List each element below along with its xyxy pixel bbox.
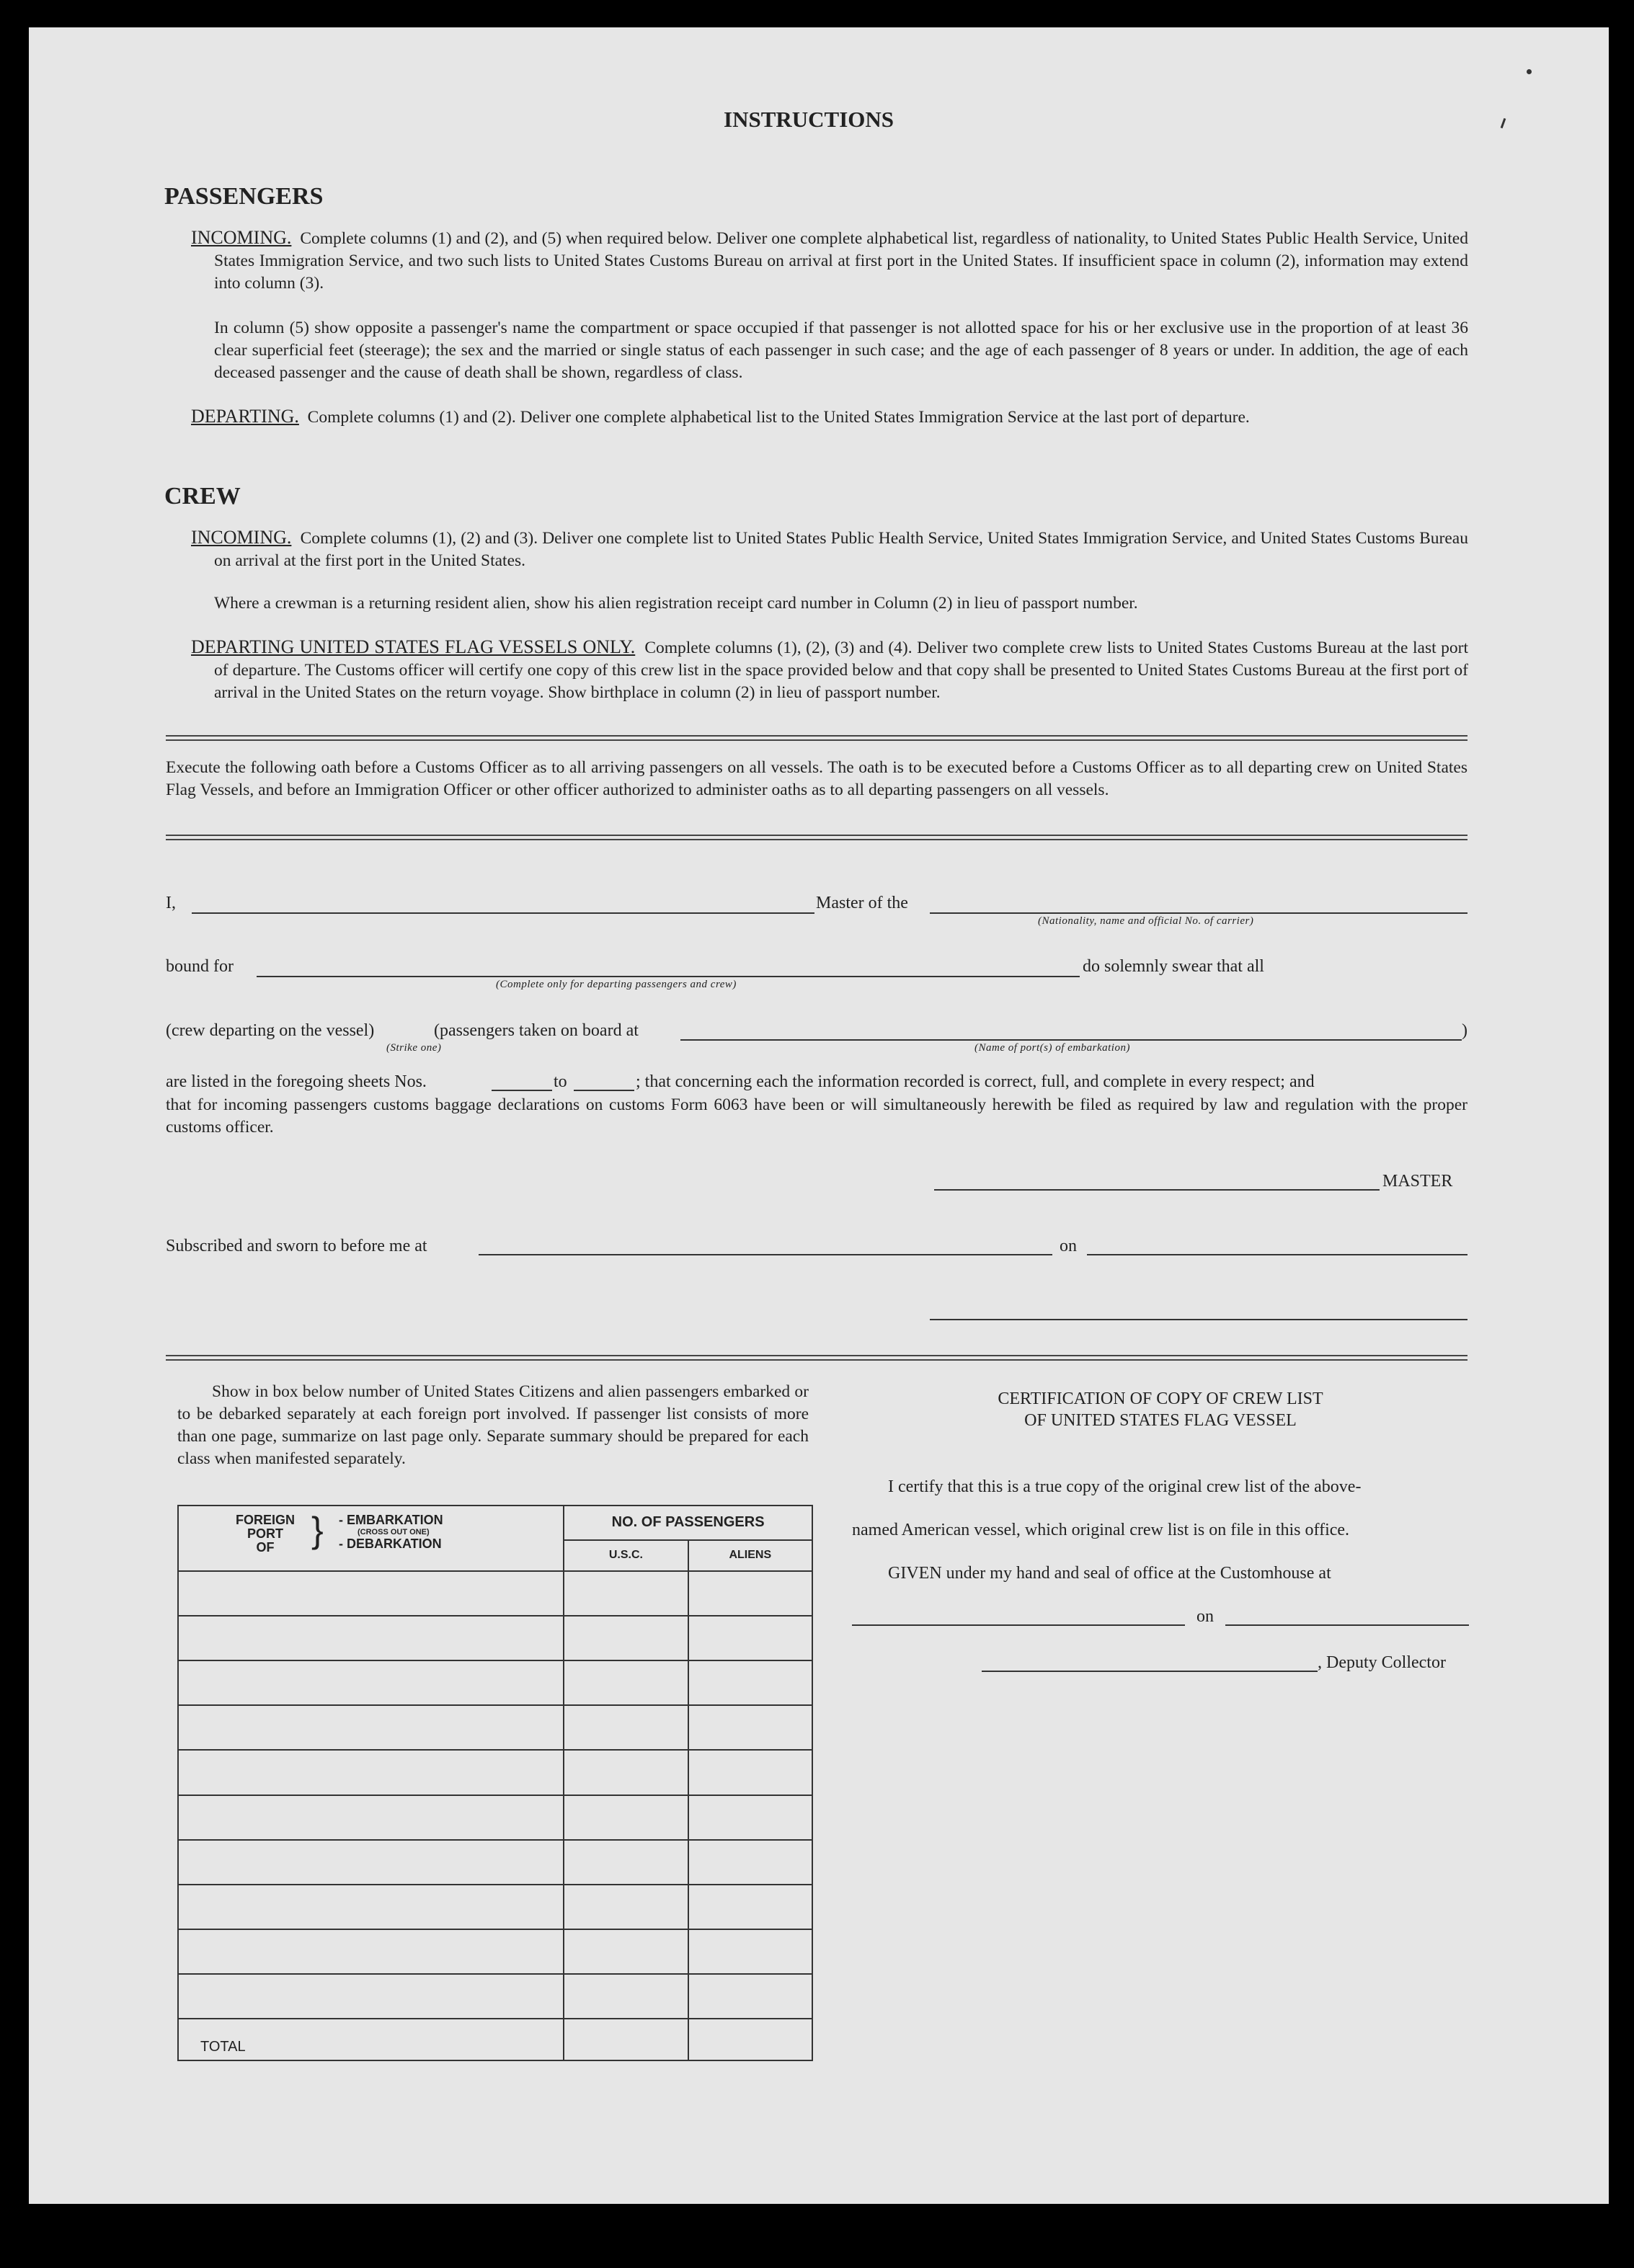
table-cell[interactable]: [564, 1660, 688, 1705]
table-cell[interactable]: [178, 1929, 564, 1974]
passengers-departing-text: Complete columns (1) and (2). Deliver one complete alphabetical list to the United States Immigration Service at the last port of departure.: [307, 408, 1250, 427]
divider: [166, 1355, 1468, 1361]
table-cell[interactable]: [688, 1929, 812, 1974]
passengers-column5-text: In column (5) show opposite a passenger's name the compartment or space occupied if that passenger is not allotted space for his or her exclusive use in the proportion of at least 36 clear superficial feet (steerage); the sex and the married or single status of each passenger in such case; and the age of each passenger of 8 years or under. In addition, the age of each deceased passenger and the cause of death shall be shown, regardless of class.: [214, 319, 1468, 382]
table-cell[interactable]: [688, 1705, 812, 1750]
table-cell[interactable]: [688, 1660, 812, 1705]
listed-text-2: that for incoming passengers customs baggage declarations on customs Form 6063 have been or will simultaneously herewith be filed as required by law and regulation with the proper customs officer.: [166, 1095, 1468, 1137]
customhouse-field[interactable]: [852, 1624, 1185, 1626]
passengers-departing-paragraph: [191, 405, 1468, 429]
embarkation-label: - EMBARKATION: [339, 1513, 443, 1527]
listed-text: ; that concerning each the information recorded is correct, full, and complete in every respect; and: [636, 1072, 1315, 1091]
brace-icon: }: [311, 1510, 324, 1550]
debarkation-label: - DEBARKATION: [339, 1537, 442, 1551]
table-cell[interactable]: [564, 1705, 688, 1750]
of-label: OF: [256, 1540, 275, 1555]
master-name-field[interactable]: [192, 912, 814, 914]
deputy-collector-label: , Deputy Collector: [1318, 1653, 1446, 1672]
ports-hint: (Name of port(s) of embarkation): [974, 1042, 1130, 1054]
officer-signature-field[interactable]: [930, 1319, 1468, 1320]
table-cell[interactable]: [178, 1974, 564, 2019]
passengers-taken-label: (passengers taken on board at: [434, 1021, 639, 1040]
sheet-from-field[interactable]: [492, 1090, 552, 1091]
passengers-incoming-paragraph: [191, 226, 1468, 295]
bound-for-field[interactable]: [257, 976, 1080, 977]
deputy-signature-field[interactable]: [982, 1671, 1318, 1672]
master-of-label: Master of the: [816, 894, 908, 912]
crew-resident-paragraph: [214, 592, 1468, 615]
master-label: MASTER: [1382, 1172, 1453, 1191]
table-cell[interactable]: [688, 1840, 812, 1885]
crew-departing-label: (crew departing on the vessel): [166, 1021, 375, 1040]
certification-on-label: on: [1196, 1607, 1214, 1626]
vessel-name-field[interactable]: [930, 912, 1468, 914]
strike-one-hint: (Strike one): [386, 1042, 442, 1054]
bound-for-label: bound for: [166, 957, 234, 976]
certification-text-1: I certify that this is a true copy of the original crew list of the above-: [888, 1477, 1362, 1496]
table-cell[interactable]: [688, 1571, 812, 1616]
table-cell[interactable]: [178, 1616, 564, 1660]
crew-heading: CREW: [164, 483, 241, 510]
scan-mark: [1527, 69, 1532, 74]
crew-resident-text: Where a crewman is a returning resident alien, show his alien registration receipt card number in Column (2) in lieu of passport number.: [214, 594, 1138, 613]
table-cell[interactable]: [178, 1571, 564, 1616]
table-cell[interactable]: [178, 1705, 564, 1750]
listed-prefix: are listed in the foregoing sheets Nos.: [166, 1072, 427, 1091]
table-cell[interactable]: [688, 1885, 812, 1929]
table-cell[interactable]: [564, 1929, 688, 1974]
certification-title: [852, 1388, 1469, 1431]
on-label: on: [1060, 1237, 1077, 1255]
crew-departing-text: Complete columns (1), (2), (3) and (4). Deliver two complete crew lists to United States Customs Bureau at the last port of departure. The Customs officer will certify one copy of this crew list in the space provided below and that copy shall be presented to United States Customs Bureau at the first port of arrival in the United States on the return voyage. Show birthplace in column (2) in lieu of passport number.: [214, 639, 1469, 702]
certification-title-line-2: OF UNITED STATES FLAG VESSEL: [1024, 1411, 1297, 1430]
oath-i-label: I,: [166, 894, 176, 912]
total-label: TOTAL: [178, 2019, 564, 2060]
oath-instruction: Execute the following oath before a Customs Officer as to all arriving passengers on all vessels. The oath is to be executed before a Customs Officer as to all departing crew on United States Flag Vessels, and before an Immigration Officer or other officer authorized to administer oaths as to all departing passengers on all vessels.: [166, 758, 1468, 799]
subscribed-label: Subscribed and sworn to before me at: [166, 1237, 427, 1255]
certification-text-2: named American vessel, which original crew list is on file in this office.: [852, 1521, 1350, 1539]
table-cell[interactable]: [564, 1974, 688, 2019]
cross-out-hint: (CROSS OUT ONE): [358, 1528, 430, 1537]
table-cell[interactable]: [178, 1660, 564, 1705]
crew-incoming-text: Complete columns (1), (2) and (3). Deliver one complete list to United States Public Health Service, United States Immigration Service, and United States Customs Bureau on arrival at the first port in the United States.: [214, 529, 1468, 570]
to-label: to: [554, 1072, 567, 1091]
table-cell[interactable]: [688, 1750, 812, 1795]
embarkation-ports-field[interactable]: [680, 1039, 1462, 1041]
passengers-departing-label: DEPARTING.: [191, 406, 299, 427]
nationality-hint: (Nationality, name and official No. of carrier): [1038, 915, 1254, 927]
table-cell[interactable]: [688, 1795, 812, 1840]
table-cell[interactable]: [564, 1571, 688, 1616]
complete-only-hint: (Complete only for departing passengers and crew): [496, 979, 737, 990]
total-usc-cell[interactable]: [564, 2019, 688, 2060]
master-signature-field[interactable]: [934, 1189, 1380, 1191]
close-paren: ): [1462, 1021, 1468, 1040]
swear-label: do solemnly swear that all: [1083, 957, 1264, 976]
table-cell[interactable]: [688, 1974, 812, 2019]
port-header-cell: [178, 1506, 564, 1571]
crew-incoming-paragraph: [191, 526, 1468, 572]
sheet-to-field[interactable]: [574, 1090, 634, 1091]
table-cell[interactable]: [564, 1750, 688, 1795]
certification-text-3: GIVEN under my hand and seal of office at the Customhouse at: [888, 1564, 1331, 1583]
port-label: PORT: [247, 1526, 283, 1541]
page-title: INSTRUCTIONS: [724, 107, 894, 132]
summary-instruction: Show in box below number of United States Citizens and alien passengers embarked or to be debarked separately at each foreign port involved. If passenger list consists of more than one page, summarize on last page only. Separate summary should be prepared for each class when manifested separately.: [177, 1382, 809, 1468]
crew-incoming-label: INCOMING.: [191, 527, 292, 548]
no-of-passengers-header: NO. OF PASSENGERS: [564, 1506, 812, 1540]
foreign-label: FOREIGN: [235, 1513, 295, 1527]
table-cell[interactable]: [688, 1616, 812, 1660]
table-cell[interactable]: [178, 1795, 564, 1840]
sworn-date-field[interactable]: [1087, 1254, 1468, 1255]
usc-header: U.S.C.: [564, 1540, 688, 1571]
divider: [166, 735, 1468, 741]
certification-title-line-1: CERTIFICATION OF COPY OF CREW LIST: [998, 1389, 1323, 1408]
passengers-incoming-label: INCOMING.: [191, 227, 292, 248]
passengers-incoming-text: Complete columns (1) and (2), and (5) when required below. Deliver one complete alphabetical list, regardless of nationality, to United States Public Health Service, United States Immigration Service, and two such lists to United States Customs Bureau on arrival at first port in the United States. If insufficient space in column (2), information may extend into column (3).: [214, 229, 1468, 293]
table-cell[interactable]: [564, 1795, 688, 1840]
sworn-place-field[interactable]: [479, 1254, 1052, 1255]
table-cell[interactable]: [564, 1885, 688, 1929]
total-aliens-cell[interactable]: [688, 2019, 812, 2060]
certification-date-field[interactable]: [1225, 1624, 1469, 1626]
table-cell[interactable]: [564, 1616, 688, 1660]
crew-departing-paragraph: [191, 636, 1468, 704]
passenger-summary-table: [177, 1505, 813, 2061]
passengers-column5-paragraph: [214, 317, 1468, 384]
table-cell[interactable]: [178, 1750, 564, 1795]
table-cell[interactable]: [564, 1840, 688, 1885]
aliens-header: ALIENS: [688, 1540, 812, 1571]
divider: [166, 835, 1468, 840]
passengers-heading: PASSENGERS: [164, 183, 324, 210]
table-cell[interactable]: [178, 1885, 564, 1929]
table-cell[interactable]: [178, 1840, 564, 1885]
crew-departing-label: DEPARTING UNITED STATES FLAG VESSELS ONLY.: [191, 636, 636, 657]
